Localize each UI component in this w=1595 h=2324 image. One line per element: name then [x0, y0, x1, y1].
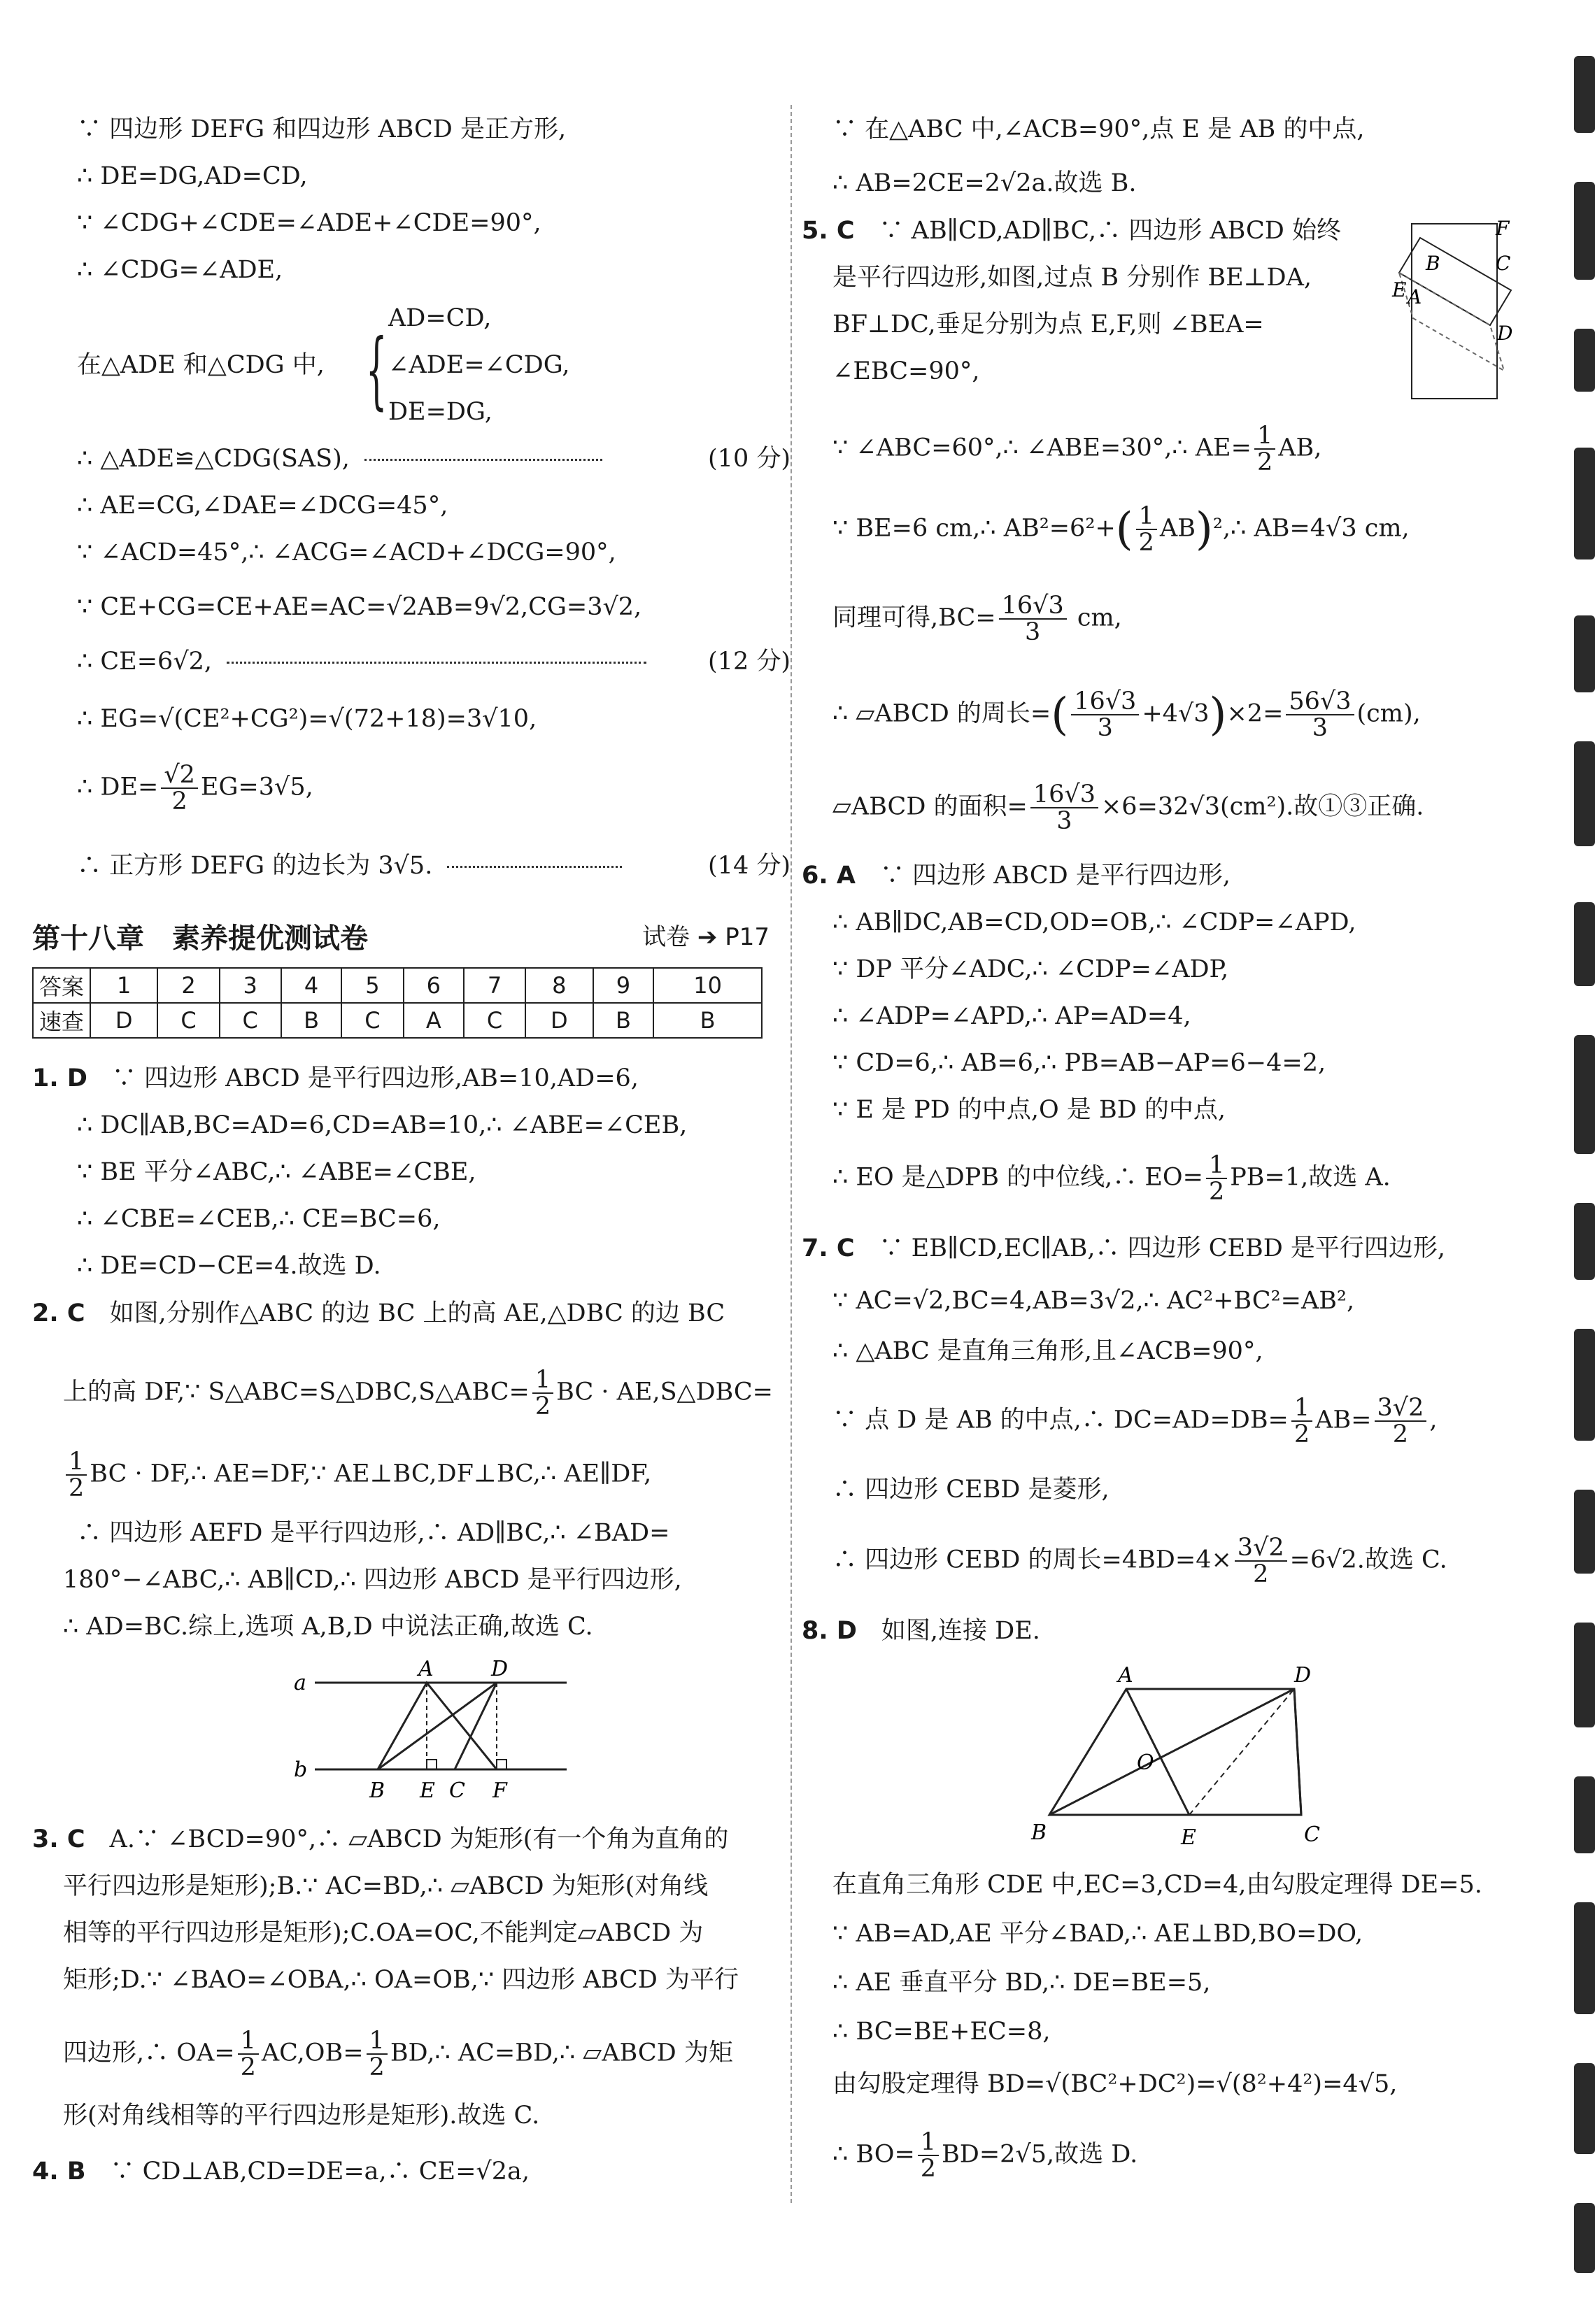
- table-cell: 8: [525, 968, 593, 1003]
- question-1-line: ∴ ∠CBE=∠CEB,∴ CE=BC=6,: [77, 1205, 441, 1233]
- fraction: $\frac{3√2}{2}$: [1235, 1535, 1287, 1587]
- segment-dc: [1294, 1689, 1301, 1815]
- fraction: $\frac{16√3}{3}$: [1071, 689, 1139, 741]
- system-line: ∠ADE=∠CDG,: [388, 351, 570, 379]
- table-cell: 2: [157, 968, 219, 1003]
- figure-label: D: [491, 1657, 509, 1681]
- question-6-line: ∴ EO 是△DPB 的中位线,∴ EO= $\frac{1}{2}$ PB=1,故选 A.: [832, 1151, 1391, 1206]
- proof-line: [77, 852, 791, 880]
- question-number: 6. A: [802, 862, 856, 890]
- right-angle-mark: [427, 1760, 437, 1769]
- proof-line: ∵ ∠CDG+∠CDE=∠ADE+∠CDE=90°,: [77, 209, 541, 237]
- proof-line: ∴ ∠CDG=∠ADE,: [77, 256, 283, 284]
- question-7-line: 7. C ∵ EB∥CD,EC∥AB,∴ 四边形 CEBD 是平行四边形,: [802, 1234, 1446, 1262]
- figure-label: O: [1137, 1751, 1154, 1775]
- fraction: $\frac{1}{2}$: [367, 2028, 388, 2080]
- question-2-line: 180°−∠ABC,∴ AB∥CD,∴ 四边形 ABCD 是平行四边形,: [63, 1566, 682, 1594]
- table-cell: B: [281, 1003, 342, 1038]
- table-cell: C: [220, 1003, 281, 1038]
- leader-dots: [364, 459, 602, 461]
- table-cell: 3: [220, 968, 281, 1003]
- figure-label: C: [449, 1778, 465, 1803]
- strip-tilted: [1399, 238, 1511, 325]
- fraction: $\frac{1}{2}$: [238, 2028, 259, 2080]
- figure-label: F: [1496, 217, 1510, 240]
- question-5-line: BF⊥DC,垂足分别为点 E,F,则 ∠BEA=: [832, 311, 1264, 338]
- proof-line: ∵ CE+CG=CE+AE=AC=√2AB=9√2,CG=3√2,: [77, 593, 642, 621]
- figure-label: B: [369, 1778, 385, 1803]
- table-row: [33, 968, 762, 1003]
- table-cell: C: [464, 1003, 525, 1038]
- proof-line: ∴ EG=√(CE²+CG²)=√(72+18)=3√10,: [77, 705, 537, 733]
- figure-label: E: [420, 1778, 435, 1803]
- question-5-line: 5. C ∵ AB∥CD,AD∥BC,∴ 四边形 ABCD 始终: [802, 217, 1341, 245]
- table-row: [33, 1003, 762, 1038]
- question-2-line: $\frac{1}{2}$ BC · DF,∴ AE=DF,∵ AE⊥BC,DF⊥BC,∴ AE∥DF,: [63, 1449, 651, 1501]
- segment-de: [1189, 1689, 1294, 1815]
- question-number: 3. C: [32, 1825, 85, 1853]
- question-5-line: ▱ABCD 的面积= $\frac{16√3}{3}$ ×6=32√3(cm²).故①③正确.: [832, 780, 1424, 835]
- question-8-line: ∴ BO= $\frac{1}{2}$ BD=2√5,故选 D.: [832, 2128, 1138, 2183]
- proof-text: ∴ 正方形 DEFG 的边长为 3√5.: [77, 852, 433, 880]
- question-7-line: ∴ 四边形 CEBD 是菱形,: [832, 1476, 1110, 1504]
- question-number: 2. C: [32, 1299, 85, 1327]
- question-8-line: 在直角三角形 CDE 中,EC=3,CD=4,由勾股定理得 DE=5.: [832, 1871, 1482, 1899]
- question-8-line: ∵ AB=AD,AE 平分∠BAD,∴ AE⊥BD,BO=DO,: [832, 1920, 1363, 1948]
- question-7-line: ∵ AC=√2,BC=4,AB=3√2,∴ AC²+BC²=AB²,: [832, 1287, 1355, 1315]
- fraction: $\frac{1}{2}$: [1136, 504, 1157, 555]
- strip-rectangle: [1412, 224, 1497, 399]
- question-6-line: 6. A ∵ 四边形 ABCD 是平行四边形,: [802, 862, 1231, 890]
- system-line: DE=DG,: [388, 398, 492, 426]
- table-cell: C: [157, 1003, 219, 1038]
- fraction: $\frac{1}{2}$: [1206, 1153, 1227, 1204]
- proof-text: ∴ CE=6√2,: [77, 648, 213, 676]
- question-8-line: ∴ AE 垂直平分 BD,∴ DE=BE=5,: [832, 1969, 1211, 1997]
- figure-label: F: [492, 1778, 507, 1803]
- fraction: $\frac{1}{2}$: [1254, 423, 1275, 475]
- table-cell: A: [404, 1003, 464, 1038]
- chapter-reference: 试卷 ➔ P17: [642, 923, 770, 951]
- figure-label: E: [1181, 1825, 1196, 1850]
- question-6-line: ∴ ∠ADP=∠APD,∴ AP=AD=4,: [832, 1002, 1191, 1030]
- fraction: $\frac{56√3}{3}$: [1286, 689, 1354, 741]
- leader-dots: [447, 866, 622, 868]
- table-cell: 1: [90, 968, 157, 1003]
- brace-symbol: {: [365, 322, 388, 419]
- fraction: $\frac{1}{2}$: [66, 1449, 87, 1501]
- system-line: AD=CD,: [388, 304, 492, 332]
- question-6-line: ∵ E 是 PD 的中点,O 是 BD 的中点,: [832, 1096, 1226, 1124]
- question-7-line: ∵ 点 D 是 AB 的中点,∴ DC=AD=DB= $\frac{1}{2}$ AB= $\frac{3√2}{2}$ ,: [832, 1394, 1438, 1448]
- figure-label: C: [1496, 252, 1511, 275]
- question-5-line: ∵ ∠ABC=60°,∴ ∠ABE=30°,∴ AE= $\frac{1}{2}$ AB,: [832, 422, 1322, 476]
- figure-label: b: [294, 1758, 308, 1782]
- table-cell: 5: [341, 968, 403, 1003]
- score-note: (10 分): [708, 445, 791, 473]
- proof-line: ∵ 在△ABC 中,∠ACB=90°,点 E 是 AB 的中点,: [832, 115, 1365, 143]
- question-5-line: 是平行四边形,如图,过点 B 分别作 BE⊥DA,: [832, 264, 1312, 292]
- fraction: $\frac{16√3}{3}$: [1030, 782, 1098, 834]
- question-3-line: 形(对角线相等的平行四边形是矩形).故选 C.: [63, 2102, 540, 2130]
- table-cell: B: [653, 1003, 762, 1038]
- figure-label: B: [1426, 252, 1440, 275]
- question-number: 1. D: [32, 1064, 87, 1092]
- question-5-line: ∠EBC=90°,: [832, 357, 980, 385]
- figure-label: D: [1294, 1663, 1312, 1688]
- figure-q8: [1021, 1661, 1320, 1850]
- question-8-line: 由勾股定理得 BD=√(BC²+DC²)=√(8²+4²)=4√5,: [832, 2070, 1398, 2098]
- table-cell: 10: [653, 968, 762, 1003]
- question-3-line: 3. C A.∵ ∠BCD=90°,∴ ▱ABCD 为矩形(有一个角为直角的: [32, 1825, 729, 1853]
- question-7-line: ∴ △ABC 是直角三角形,且∠ACB=90°,: [832, 1337, 1263, 1365]
- leader-dots: [227, 662, 646, 664]
- score-note: (14 分): [708, 852, 791, 880]
- question-5-line: 同理可得,BC= $\frac{16√3}{3}$ cm,: [832, 592, 1122, 646]
- figure-label: C: [1304, 1823, 1320, 1847]
- fraction: $\frac{1}{2}$: [918, 2130, 939, 2181]
- diagonal-bd: [1049, 1689, 1294, 1815]
- question-2-line: 2. C 如图,分别作△ABC 的边 BC 上的高 AE,△DBC 的边 BC: [32, 1299, 725, 1327]
- fraction: $\frac{3√2}{2}$: [1375, 1395, 1427, 1447]
- proof-line: ∴ AE=CG,∠DAE=∠DCG=45°,: [77, 492, 448, 520]
- fraction: $\frac{1}{2}$: [532, 1367, 553, 1419]
- question-5-line: ∵ BE=6 cm,∴ AB²=6²+( $\frac{1}{2}$ AB)²,∴ AB=4√3 cm,: [832, 502, 1410, 557]
- column-divider: [791, 105, 792, 2203]
- question-number: 7. C: [802, 1234, 855, 1262]
- proof-line: ∴ AB=2CE=2√2a.故选 B.: [832, 169, 1137, 197]
- figure-label: E: [1392, 278, 1407, 301]
- figure-label: D: [1497, 322, 1513, 345]
- question-2-line: 上的高 DF,∵ S△ABC=S△DBC,S△ABC= $\frac{1}{2}$ BC · AE,S△DBC=: [63, 1366, 774, 1420]
- question-6-line: ∵ DP 平分∠ADC,∴ ∠CDP=∠ADP,: [832, 955, 1229, 983]
- score-note: (12 分): [708, 648, 791, 676]
- question-6-line: ∵ CD=6,∴ AB=6,∴ PB=AB−AP=6−4=2,: [832, 1049, 1326, 1077]
- question-3-line: 平行四边形是矩形);B.∵ AC=BD,∴ ▱ABCD 为矩形(对角线: [63, 1872, 709, 1900]
- figure-label: A: [1408, 285, 1422, 308]
- proof-line: 在△ADE 和△CDG 中,: [77, 351, 325, 379]
- question-5-line: ∴ ▱ABCD 的周长=( $\frac{16√3}{3}$ +4√3)×2= $\frac{56√3}{3}$ (cm),: [832, 687, 1421, 742]
- figure-label: A: [1118, 1663, 1133, 1688]
- table-cell: D: [90, 1003, 157, 1038]
- question-3-line: 四边形,∴ OA= $\frac{1}{2}$ AC,OB= $\frac{1}{2}$ BD,∴ AC=BD,∴ ▱ABCD 为矩: [63, 2027, 733, 2081]
- figure-q2: [294, 1658, 588, 1811]
- fraction: $\frac{√2}{2}$: [161, 762, 198, 814]
- question-number: 8. D: [802, 1617, 857, 1645]
- segment-ae: [1126, 1689, 1189, 1815]
- table-cell: 7: [464, 968, 525, 1003]
- question-8-line: ∴ BC=BE+EC=8,: [832, 2018, 1051, 2046]
- table-cell: 速查: [33, 1003, 90, 1038]
- table-cell: C: [341, 1003, 403, 1038]
- question-2-line: ∴ AD=BC.综上,选项 A,B,D 中说法正确,故选 C.: [63, 1613, 593, 1641]
- table-cell: 6: [404, 968, 464, 1003]
- question-2-line: ∴ 四边形 AEFD 是平行四边形,∴ AD∥BC,∴ ∠BAD=: [77, 1519, 670, 1547]
- proof-line: [77, 648, 791, 676]
- question-1-line: ∵ BE 平分∠ABC,∴ ∠ABE=∠CBE,: [77, 1158, 476, 1186]
- figure-label: B: [1031, 1820, 1047, 1845]
- chapter-title: 第十八章 素养提优测试卷: [32, 922, 368, 955]
- proof-line: ∵ 四边形 DEFG 和四边形 ABCD 是正方形,: [77, 115, 567, 143]
- question-6-line: ∴ AB∥DC,AB=CD,OD=OB,∴ ∠CDP=∠APD,: [832, 908, 1356, 936]
- proof-line: ∴ DE=DG,AD=CD,: [77, 162, 308, 190]
- question-3-line: 相等的平行四边形是矩形);C.OA=OC,不能判定▱ABCD 为: [63, 1919, 704, 1947]
- figure-label: a: [294, 1671, 306, 1695]
- question-4-line: 4. B ∵ CD⊥AB,CD=DE=a,∴ CE=√2a,: [32, 2158, 530, 2186]
- right-angle-mark: [497, 1760, 506, 1769]
- question-1-line: ∴ DE=CD−CE=4.故选 D.: [77, 1252, 381, 1280]
- question-1-line: ∴ DC∥AB,BC=AD=6,CD=AB=10,∴ ∠ABE=∠CEB,: [77, 1111, 688, 1139]
- question-1-line: 1. D ∵ 四边形 ABCD 是平行四边形,AB=10,AD=6,: [32, 1064, 639, 1092]
- table-cell: D: [525, 1003, 593, 1038]
- fraction: $\frac{16√3}{3}$: [999, 593, 1067, 645]
- answer-table: [32, 967, 763, 1039]
- proof-line: [77, 445, 791, 473]
- table-cell: 4: [281, 968, 342, 1003]
- question-number: 5. C: [802, 217, 855, 245]
- table-cell: B: [593, 1003, 654, 1038]
- proof-line: ∵ ∠ACD=45°,∴ ∠ACG=∠ACD+∠DCG=90°,: [77, 539, 616, 566]
- question-7-line: ∴ 四边形 CEBD 的周长=4BD=4× $\frac{3√2}{2}$ =6√2.故选 C.: [832, 1534, 1447, 1588]
- page-edge-binding: [1567, 0, 1595, 2324]
- table-cell: 答案: [33, 968, 90, 1003]
- question-3-line: 矩形;D.∵ ∠BAO=∠OBA,∴ OA=OB,∵ 四边形 ABCD 为平行: [63, 1966, 739, 1994]
- fraction: $\frac{1}{2}$: [1291, 1395, 1312, 1447]
- figure-label: A: [418, 1657, 434, 1681]
- proof-line: ∴ DE= $\frac{√2}{2}$ EG=3√5,: [77, 761, 313, 815]
- question-number: 4. B: [32, 2158, 86, 2186]
- question-8-line: 8. D 如图,连接 DE.: [802, 1617, 1040, 1645]
- proof-text: ∴ △ADE≌△CDG(SAS),: [77, 445, 350, 473]
- table-cell: 9: [593, 968, 654, 1003]
- figure-q5: [1392, 210, 1518, 413]
